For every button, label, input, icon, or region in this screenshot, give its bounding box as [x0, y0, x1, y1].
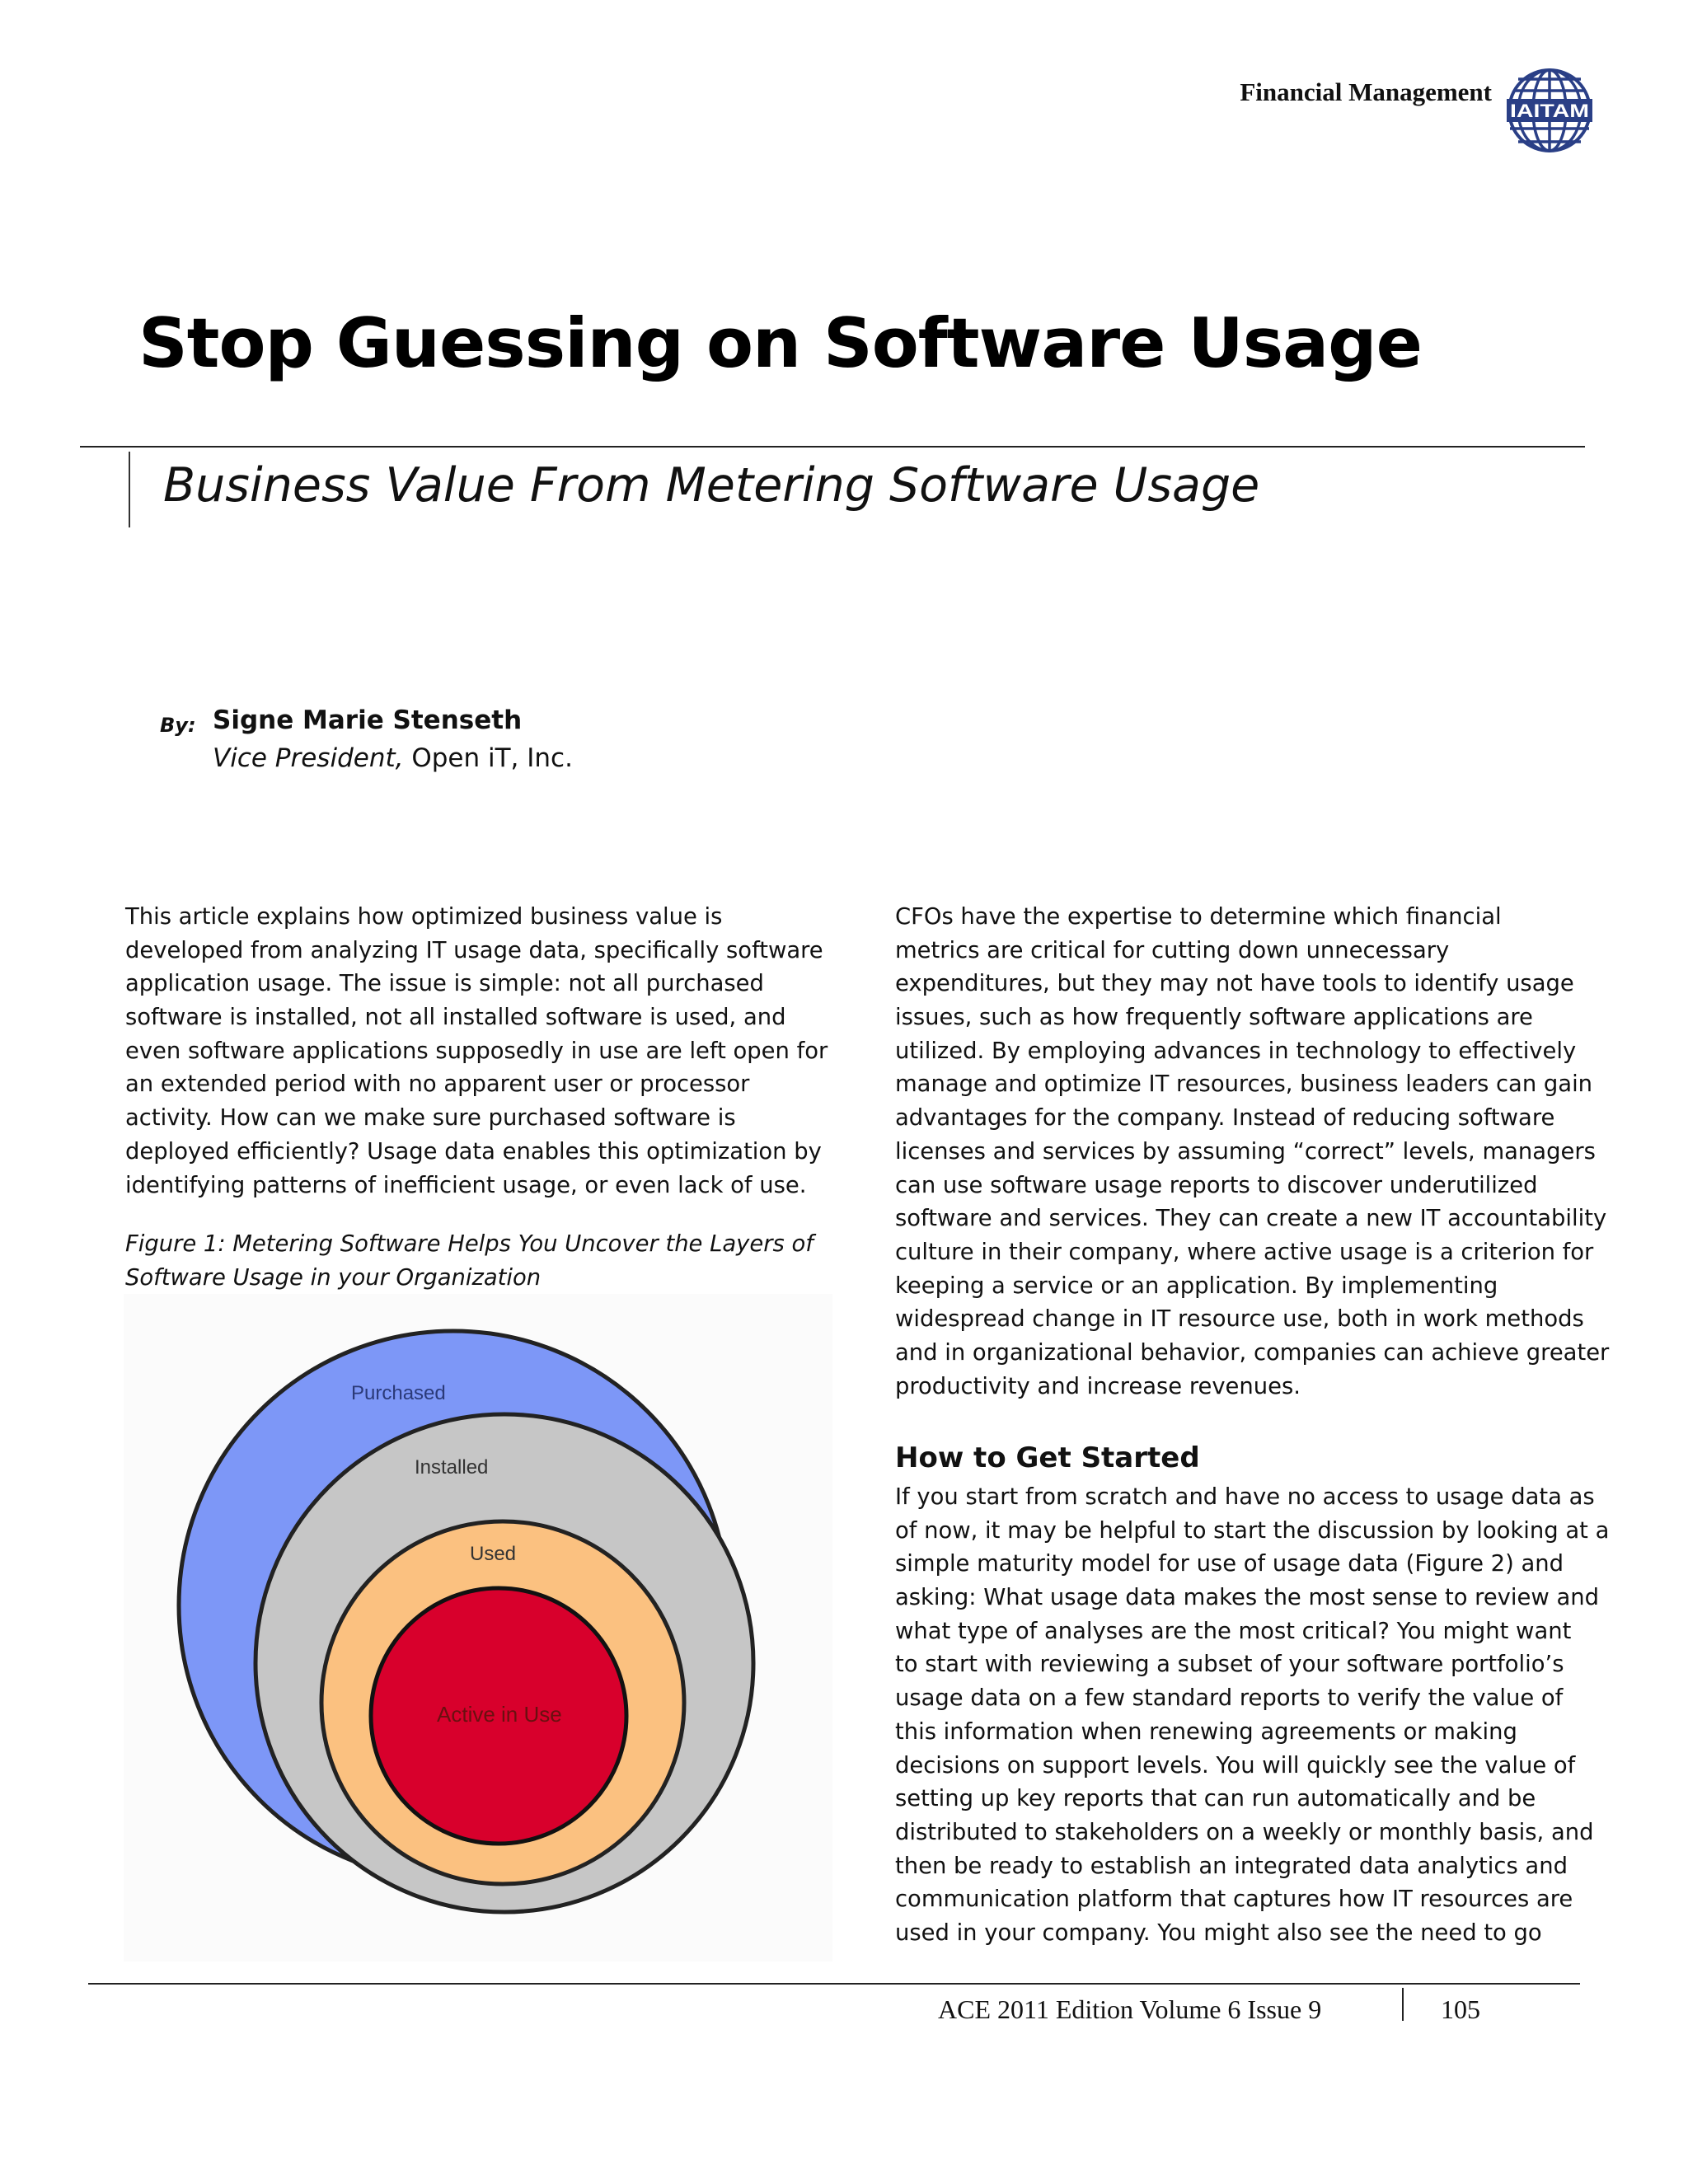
text-line: decisions on support levels. You will quickly see the value of [895, 1752, 1576, 1779]
text-line: application usage. The issue is simple: not all purchased [125, 971, 764, 997]
right-column-paragraph [895, 901, 1609, 1404]
text-line: keeping a service or an application. By implementing [895, 1272, 1498, 1299]
section-label: Financial Management [1240, 77, 1492, 106]
text-line: then be ready to establish an integrated data analytics and [895, 1853, 1568, 1879]
text-line: of now, it may be helpful to start the discussion by looking at a [895, 1517, 1610, 1544]
author-title [213, 743, 573, 773]
layer-label-active: Active in Use [437, 1702, 562, 1727]
page-number: 105 [1441, 1994, 1480, 2024]
layer-label-used: Used [470, 1543, 517, 1565]
text-line: widespread change in IT resource use, both in work methods [895, 1306, 1584, 1333]
text-line: culture in their company, where active usage is a criterion for [895, 1239, 1594, 1265]
article-subtitle: Business Value From Metering Software Usage [163, 458, 1260, 513]
caption-line: Software Usage in your Organization [125, 1264, 542, 1291]
text-line: can use software usage reports to discover underutilized [895, 1172, 1538, 1198]
text-line: manage and optimize IT resources, business leaders can gain [895, 1071, 1593, 1098]
text-line: This article explains how optimized business value is [125, 904, 723, 930]
text-line: CFOs have the expertise to determine which financial [895, 904, 1502, 930]
article-title: Stop Guessing on Software Usage [138, 303, 1422, 383]
text-line: asking: What usage data makes the most sense to review and [895, 1585, 1599, 1611]
text-line: usage data on a few standard reports to verify the value of [895, 1685, 1564, 1712]
footer-divider [1402, 1988, 1404, 2021]
author-company: Open iT, Inc. [403, 743, 573, 773]
section-heading: How to Get Started [895, 1441, 1200, 1474]
text-line: activity. How can we make sure purchased software is [125, 1105, 736, 1132]
text-line: licenses and services by assuming “correct” levels, managers [895, 1138, 1596, 1165]
text-line: identifying patterns of inefficient usage, or even lack of use. [125, 1172, 807, 1198]
text-line: If you start from scratch and have no access to usage data as [895, 1484, 1595, 1510]
right-column-section-text [895, 1481, 1609, 1951]
text-line: used in your company. You might also see the need to go [895, 1919, 1542, 1946]
byline-label: By: [160, 714, 196, 737]
author-name: Signe Marie Stenseth [213, 705, 523, 735]
caption-line: Figure 1: Metering Software Helps You Uncover the Layers of [125, 1231, 814, 1257]
text-line: setting up key reports that can run automatically and be [895, 1786, 1536, 1812]
title-rule [80, 446, 1585, 448]
layer-label-purchased: Purchased [351, 1382, 446, 1404]
layer-label-installed: Installed [415, 1456, 489, 1479]
globe-icon [1507, 68, 1592, 153]
text-line: to start with reviewing a subset of your software portfolio’s [895, 1652, 1564, 1678]
footer-edition: ACE 2011 Edition Volume 6 Issue 9 [938, 1994, 1322, 2024]
text-line: deployed efficiently? Usage data enables this optimization by [125, 1138, 822, 1165]
text-line: developed from analyzing IT usage data, specifically software [125, 937, 823, 963]
figure-caption [125, 1228, 814, 1295]
software-usage-layers-figure [124, 1294, 832, 1961]
iaitam-logo [1507, 68, 1592, 153]
text-line: productivity and increase revenues. [895, 1373, 1301, 1399]
text-line: an extended period with no apparent user or processor [125, 1071, 750, 1098]
text-line: even software applications supposedly in use are left open for [125, 1038, 828, 1064]
left-column-paragraph [125, 901, 828, 1202]
text-line: distributed to stakeholders on a weekly or monthly basis, and [895, 1819, 1594, 1845]
text-line: this information when renewing agreements or making [895, 1718, 1517, 1745]
text-line: and in organizational behavior, companies can achieve greater [895, 1339, 1610, 1366]
author-role: Vice President, [213, 743, 404, 773]
footer-rule [88, 1983, 1580, 1985]
text-line: software and services. They can create a new IT accountability [895, 1206, 1607, 1232]
text-line: software is installed, not all installed software is used, and [125, 1005, 786, 1031]
text-line: simple maturity model for use of usage data (Figure 2) and [895, 1551, 1564, 1577]
text-line: expenditures, but they may not have tools to identify usage [895, 971, 1574, 997]
text-line: utilized. By employing advances in technology to effectively [895, 1038, 1577, 1064]
text-line: advantages for the company. Instead of reducing software [895, 1105, 1555, 1132]
subtitle-accent-bar [129, 452, 130, 527]
text-line: what type of analyses are the most critical? You might want [895, 1618, 1572, 1644]
text-line: metrics are critical for cutting down unnecessary [895, 937, 1450, 963]
logo-text: IAITAM [1510, 101, 1589, 121]
text-line: issues, such as how frequently software applications are [895, 1005, 1533, 1031]
text-line: communication platform that captures how IT resources are [895, 1886, 1573, 1913]
